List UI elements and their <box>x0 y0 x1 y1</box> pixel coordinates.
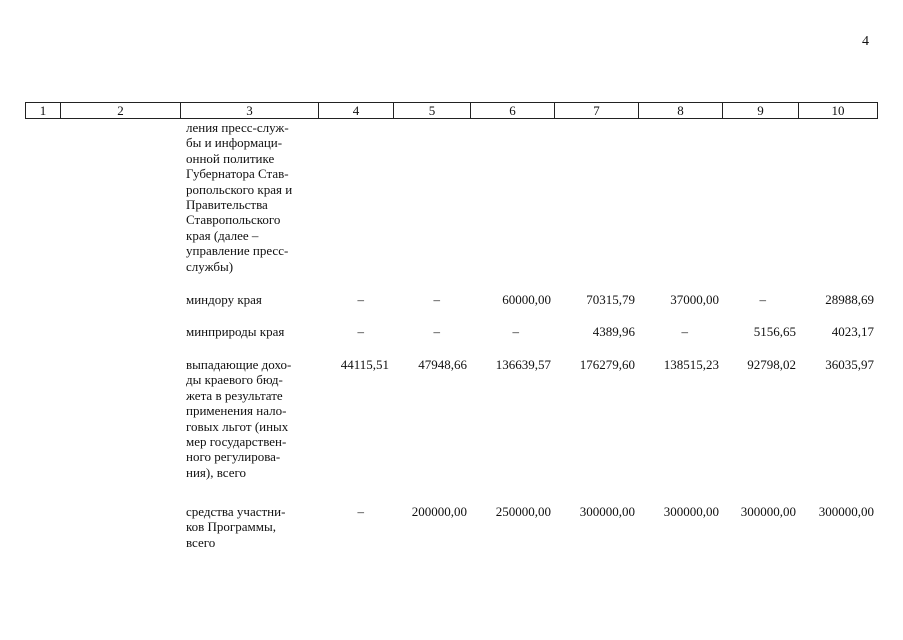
row-mindor-col10: 28988,69 <box>825 292 874 307</box>
row-lost-revenue-col10: 36035,97 <box>825 357 874 372</box>
row-minprirody-col10: 4023,17 <box>831 324 874 339</box>
row-participants-col4: – <box>357 504 364 519</box>
column-number-5: 5 <box>394 103 471 119</box>
row-lost-revenue-col6: 136639,57 <box>495 357 551 372</box>
header-row <box>26 103 878 119</box>
row-lost-revenue-col7: 176279,60 <box>579 357 635 372</box>
row-lost-revenue-col4: 44115,51 <box>340 357 389 372</box>
row-participants-col10: 300000,00 <box>818 504 874 519</box>
row-description-mindor: миндору края <box>186 292 262 307</box>
row-minprirody-col6: – <box>512 324 519 339</box>
page-number: 4 <box>862 34 869 49</box>
row-mindor-col9: – <box>759 292 766 307</box>
column-number-3: 3 <box>181 103 319 119</box>
row-minprirody-col5: – <box>433 324 440 339</box>
row-minprirody-col4: – <box>357 324 364 339</box>
column-number-9: 9 <box>723 103 799 119</box>
row-minprirody-col7: 4389,96 <box>592 324 635 339</box>
column-number-7: 7 <box>555 103 639 119</box>
row-participants-col8: 300000,00 <box>663 504 719 519</box>
column-number-2: 2 <box>61 103 181 119</box>
row-mindor-col5: – <box>433 292 440 307</box>
row-participants-col7: 300000,00 <box>579 504 635 519</box>
row-mindor-col8: 37000,00 <box>670 292 719 307</box>
row-minprirody-col9: 5156,65 <box>753 324 796 339</box>
row-mindor-col7: 70315,79 <box>586 292 635 307</box>
row-description-lost-revenue: выпадающие дохо- ды краевого бюд- жета в результате применения нало- говых льгот (иных мер государствен- ного регулирова- ния), всего <box>186 357 292 480</box>
row-mindor-col4: – <box>357 292 364 307</box>
row-lost-revenue-col5: 47948,66 <box>418 357 467 372</box>
row-description-participants-funds: средства участни- ков Программы, всего <box>186 504 286 550</box>
row-minprirody-col8: – <box>681 324 688 339</box>
column-number-10: 10 <box>799 103 878 119</box>
column-number-6: 6 <box>471 103 555 119</box>
row-mindor-col6: 60000,00 <box>502 292 551 307</box>
row-description-press-service: ления пресс-служ- бы и информаци- онной политике Губернатора Став- ропольского края и Правительства Ставропольского края (далее – управление пресс- службы) <box>186 120 293 274</box>
row-lost-revenue-col9: 92798,02 <box>747 357 796 372</box>
row-lost-revenue-col8: 138515,23 <box>663 357 719 372</box>
column-number-header <box>25 102 878 119</box>
row-participants-col6: 250000,00 <box>495 504 551 519</box>
column-number-4: 4 <box>319 103 394 119</box>
row-participants-col5: 200000,00 <box>411 504 467 519</box>
row-participants-col9: 300000,00 <box>740 504 796 519</box>
column-number-8: 8 <box>639 103 723 119</box>
row-description-minprirody: минприроды края <box>186 324 285 339</box>
column-number-1: 1 <box>26 103 61 119</box>
